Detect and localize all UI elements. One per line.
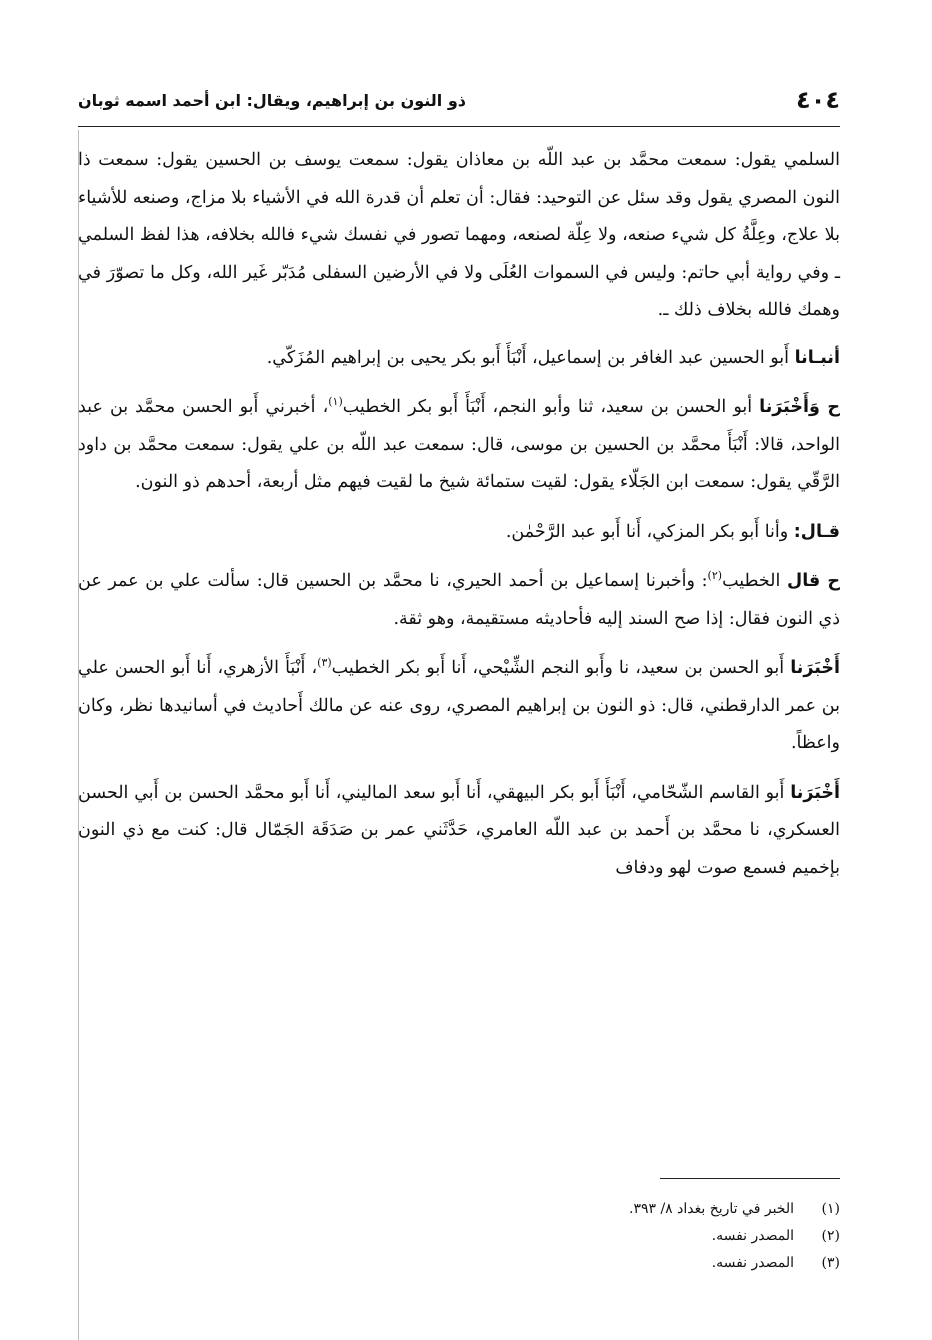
footnote-reference[interactable]: (٣) bbox=[317, 656, 332, 670]
footnote-marker: (١) bbox=[821, 1201, 840, 1217]
paragraph-lead: قـال: bbox=[793, 521, 840, 542]
paragraph-lead: أَخْبَرَنا bbox=[790, 782, 840, 803]
paragraph bbox=[78, 650, 840, 763]
paragraph-text: السلمي يقول: سمعت محمَّد بن عبد اللّه بن معاذان يقول: سمعت يوسف بن الحسين يقول: سمعت ذا النون المصري يقول وقد سئل عن التوحيد: فقال: أن تعلم أن قدرة الله في الأشياء بلا مزاج، وصنعه للأشياء بلا علاج، وعِلَّةُ كل شيء صنعه، ولا عِلّة لصنعه، ومهما تصور في نفسك شيء فالله بخلافه، هذا لفظ السلمي ـ وفي رواية أبي حاتم: وليس في السموات العُلَى ولا في الأرضين السفلى مُدَبّر غَير الله، وكل ما تصوّرَ في وهمك فالله بخلاف ذلك ـ. bbox=[78, 150, 840, 320]
main-text bbox=[78, 142, 840, 899]
paragraph-text: الخطيب bbox=[722, 571, 788, 591]
footnote-text: المصدر نفسه. bbox=[711, 1255, 794, 1271]
paragraph-text: وأنا أَبو بكر المزكي، أَنا أَبو عبد الرَّحْمٰن. bbox=[505, 521, 794, 542]
footnote-reference[interactable]: (١) bbox=[328, 395, 343, 409]
paragraph-text: أَبو الحسن بن سعيد، نا وأَبو النجم الشِّيْحي، أَنا أَبو بكر الخطيب bbox=[331, 658, 791, 678]
paragraph bbox=[78, 563, 840, 638]
footnotes bbox=[78, 1196, 840, 1277]
paragraph-text-continued: : وأخبرنا إسماعيل بن أحمد الحيري، نا محمَّد بن الحسين قال: سألت علي بن عمر عن ذي النون فقال: إذا صح السند إليه فأحاديثه مستقيمة، وهو ثقة. bbox=[78, 571, 840, 629]
page-header bbox=[78, 80, 840, 120]
paragraph-lead: أنبـانا bbox=[794, 347, 840, 368]
running-title: ذو النون بن إبراهيم، ويقال: ابن أحمد اسمه ثوبان bbox=[78, 90, 467, 110]
paragraph bbox=[78, 775, 840, 888]
paragraph-text-continued: ، أخبرني أَبو الحسن محمَّد بن عبد الواحد، قالا: أَنْبَأَ محمَّد بن الحسين بن موسى، قال: سمعت عبد اللّه بن علي يقول: سمعت محمَّد بن داود الرَّقّي يقول: سمعت ابن الجَلّاء يقول: لقيت ستمائة شيخ ما لقيت فيهم مثل أربعة، أحدهم ذو النون. bbox=[78, 397, 840, 492]
page-number: ٤٠٤ bbox=[796, 86, 840, 114]
paragraph-lead: ح قال bbox=[787, 571, 841, 591]
paragraph-text-continued: ، أَنْبَأَ الأزهري، أَنا أَبو الحسن علي بن عمر الدارقطني، قال: ذو النون بن إبراهيم المصري، روى عنه عن مالك أَحاديث في أسانيدها نظر، وكان واعظاً. bbox=[78, 658, 840, 753]
paragraph bbox=[78, 340, 840, 378]
paragraph-text: أَبو الحسين عبد الغافر بن إسماعيل، أَنْبَأَ أَبو بكر يحيى بن إبراهيم المُزَكّي. bbox=[266, 347, 795, 368]
paragraph-lead: أَخْبَرَنا bbox=[790, 658, 840, 678]
header-rule bbox=[78, 126, 840, 127]
footnote bbox=[78, 1196, 840, 1223]
paragraph bbox=[78, 142, 840, 330]
paragraph bbox=[78, 389, 840, 502]
footnote-separator bbox=[660, 1178, 840, 1179]
footnote-reference[interactable]: (٢) bbox=[707, 569, 723, 583]
footnote-marker: (٢) bbox=[821, 1228, 840, 1244]
footnote-text: الخبر في تاريخ بغداد ٨/ ٣٩٣. bbox=[628, 1201, 794, 1217]
footnote-text: المصدر نفسه. bbox=[711, 1228, 794, 1244]
paragraph-text: أَبو القاسم الشّحّامي، أَنْبَأَ أَبو بكر البيهقي، أَنا أَبو سعد الماليني، أَنا أَبو محمَّد الحسن بن أَبي الحسن العسكري، نا محمَّد بن أَحمد بن عبد اللّه العامري، حَدَّثَني عمر بن صَدَقَة الجَمّال قال: كنت مع ذي النون بإخميم فسمع صوت لهو ودفاف bbox=[78, 782, 840, 878]
paragraph-lead: ح وَأَخْبَرَنا bbox=[759, 397, 840, 417]
paragraph bbox=[78, 514, 840, 552]
paragraph-text: أبو الحسن بن سعيد، ثنا وأبو النجم، أَنْبَأَ أَبو بكر الخطيب bbox=[342, 397, 760, 417]
footnote bbox=[78, 1223, 840, 1250]
footnote-marker: (٣) bbox=[821, 1255, 840, 1271]
footnote bbox=[78, 1250, 840, 1277]
